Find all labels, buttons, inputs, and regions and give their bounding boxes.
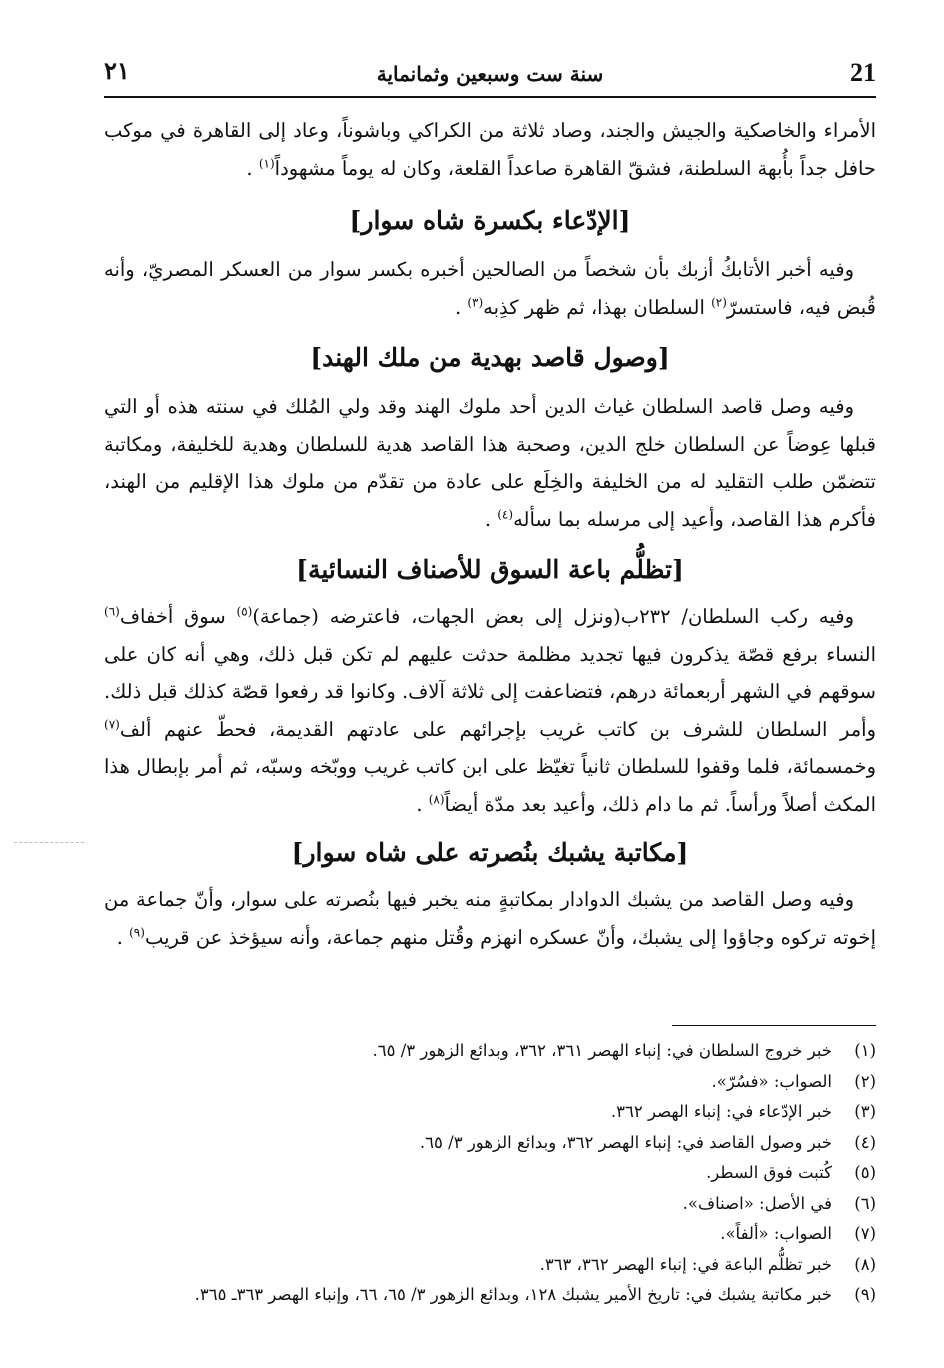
paragraph-text: وفيه أخبر الأتابكُ أزبك بأن شخصاً من الصالحين أخبره بكسر سوار من العسكر المصريّ، وأنه قُبض فيه، فاستسرّ <box>104 258 876 319</box>
page-number-arabic: ٢١ <box>104 56 130 85</box>
footnote-marker: (٩) <box>129 925 145 939</box>
paragraph-text: وفيه وصل قاصد السلطان غياث الدين أحد ملوك الهند وقد ولي المُلك في سنته هذه أو التي قبلها عِوضاً عن السلطان خلج الدين، وصحبة هذا القاصد هدية للسلطان وهدية للخليفة، ومكاتبة تتضمّن طلب التقليد له من الخليفة والخِلَع على عادة من تقدّم من ملوك هذا الإقليم من الهند، فأكرم هذا القاصد، وأعيد إلى مرسله بما سأله <box>104 395 876 531</box>
section-heading: [تظلُّم باعة السوق للأصناف النسائية] <box>296 555 684 584</box>
footnote-marker: (٥) <box>236 604 253 619</box>
footnote-text: كُتبت فوق السطر. <box>706 1163 832 1182</box>
footnote-number: (٦) <box>854 1193 876 1213</box>
footnote-marker: (٦) <box>104 604 120 619</box>
paragraph-text: سوق أخفاف <box>119 605 237 628</box>
footnote <box>104 1158 876 1189</box>
page-header <box>104 58 876 94</box>
header-rule <box>104 96 876 98</box>
footnote-marker: (٢) <box>711 295 727 309</box>
section-heading: [مكاتبة يشبك بنُصرته على شاه سوار] <box>291 838 689 867</box>
paragraph-text: وفيه ركب السلطان/ ٢٣٢ب(ونزل إلى بعض الجهات، فاعترضه (جماعة) <box>252 605 854 628</box>
paragraph-end: . <box>484 507 498 531</box>
footnote-text: خبر وصول القاصد في: إنباء الهصر ٣٦٢، وبدائع الزهور ٣/ ٦٥. <box>419 1132 832 1152</box>
footnote-rule <box>672 1025 876 1026</box>
running-title: سنة ست وسبعين وثمانماية <box>376 62 604 86</box>
paragraph-end: . <box>416 792 429 816</box>
section-heading: [الإدّعاء بكسرة شاه سوار] <box>349 206 631 235</box>
footnote-text: خبر الإدّعاء في: إنباء الهصر ٣٦٢. <box>610 1102 832 1121</box>
footnote-number: (١) <box>854 1041 876 1060</box>
footnote <box>104 1036 876 1067</box>
section-heading: [وصول قاصد بهدية من ملك الهند] <box>310 343 670 372</box>
paragraph-end: . <box>454 295 468 319</box>
footnotes <box>104 1036 876 1311</box>
footnote-number: (٤) <box>854 1132 876 1152</box>
paragraph-text: وفيه وصل القاصد من يشبك الدوادار بمكاتبةٍ منه يخبر فيها بنُصرته على سوار، وأنّ جماعة من إخوته تركوه وجاؤوا إلى يشبك، وأنّ عسكره انهزم وقُتل منهم جماعة، وأنه سيؤخذ عن قريب <box>104 888 876 949</box>
paragraph-text: وخمسمائة، فلما وقفوا للسلطان ثانياً تغيّظ على ابن كاتب غريب ووبّخه وسبّه، ثم أمر بإبطال هذا المكث أصلاً ورأساً. ثم ما دام ذلك، وأعيد بعد مدّة أيضاً <box>104 755 876 816</box>
paragraph-end: . <box>116 925 130 949</box>
footnote <box>104 1250 876 1281</box>
main-text <box>104 112 876 956</box>
footnote-marker: (٣) <box>467 295 484 309</box>
paragraph <box>104 251 876 326</box>
footnote <box>104 1067 876 1098</box>
footnote-text: خبر خروج السلطان في: إنباء الهصر ٣٦١، ٣٦٢، وبدائع الزهور ٣/ ٦٥. <box>372 1041 832 1060</box>
footnote-number: (٥) <box>854 1163 876 1182</box>
page-number-latin: 21 <box>850 58 876 87</box>
paragraph-text: النساء برفع قصّة يذكرون فيها تجديد مظلمة حدثت عليهم لم تكن قبل ذلك، وهي أنه كان على سوقهم في الشهر أربعمائة درهم، فتضاعفت إلى ثلاثة آلاف. وكانوا قد رفعوا قصّة كذلك قبل ذلك. وأمر السلطان للشرف بن كاتب غريب بإجرائهم على عادتهم القديمة، فحطّ عنهم ألف <box>104 642 876 741</box>
paragraph-continuation <box>104 112 876 187</box>
footnote <box>104 1219 876 1250</box>
footnote-number: (٢) <box>854 1071 876 1091</box>
paragraph <box>104 388 876 538</box>
footnote-text: الصواب: «ألفاً». <box>720 1224 832 1243</box>
paragraph <box>104 881 876 956</box>
paragraph-text: الأمراء والخاصكية والجيش والجند، وصاد ثلاثة من الكراكي وباشوناً، وعاد إلى القاهرة في موكب حافل جداً بأُبهة السلطنة، فشقّ القاهرة صاعداً القلعة، وكان له يوماً مشهوداً <box>104 119 876 180</box>
footnote <box>104 1097 876 1128</box>
footnote <box>104 1189 876 1220</box>
footnote <box>104 1128 876 1159</box>
footnote-number: (٣) <box>854 1102 876 1121</box>
paragraph <box>104 598 876 823</box>
footnote-number: (٨) <box>854 1254 876 1274</box>
footnote <box>104 1280 876 1311</box>
footnote-marker: (٨) <box>428 792 445 806</box>
footnote-text: في الأصل: «اصناف». <box>682 1193 832 1213</box>
scan-margin-mark <box>14 842 84 843</box>
footnote-text: الصواب: «فسُرّ». <box>711 1071 832 1091</box>
footnote-marker: (١) <box>258 156 275 170</box>
footnote-marker: (٧) <box>104 717 120 731</box>
footnote-text: خبر تظلُّم الباعة في: إنباء الهصر ٣٦٢، ٣٦٣. <box>539 1254 832 1274</box>
footnote-number: (٩) <box>854 1285 876 1304</box>
footnote-number: (٧) <box>854 1224 876 1243</box>
paragraph-text: السلطان بهذا، ثم ظهر كذِبه <box>483 295 712 319</box>
footnote-marker: (٤) <box>497 507 514 521</box>
paragraph-end: . <box>246 156 259 180</box>
footnote-text: خبر مكاتبة يشبك في: تاريخ الأمير يشبك ١٢٨، وبدائع الزهور ٣/ ٦٥، ٦٦، وإنباء الهصر ٣٦٣ـ ٣٦٥. <box>194 1285 832 1304</box>
